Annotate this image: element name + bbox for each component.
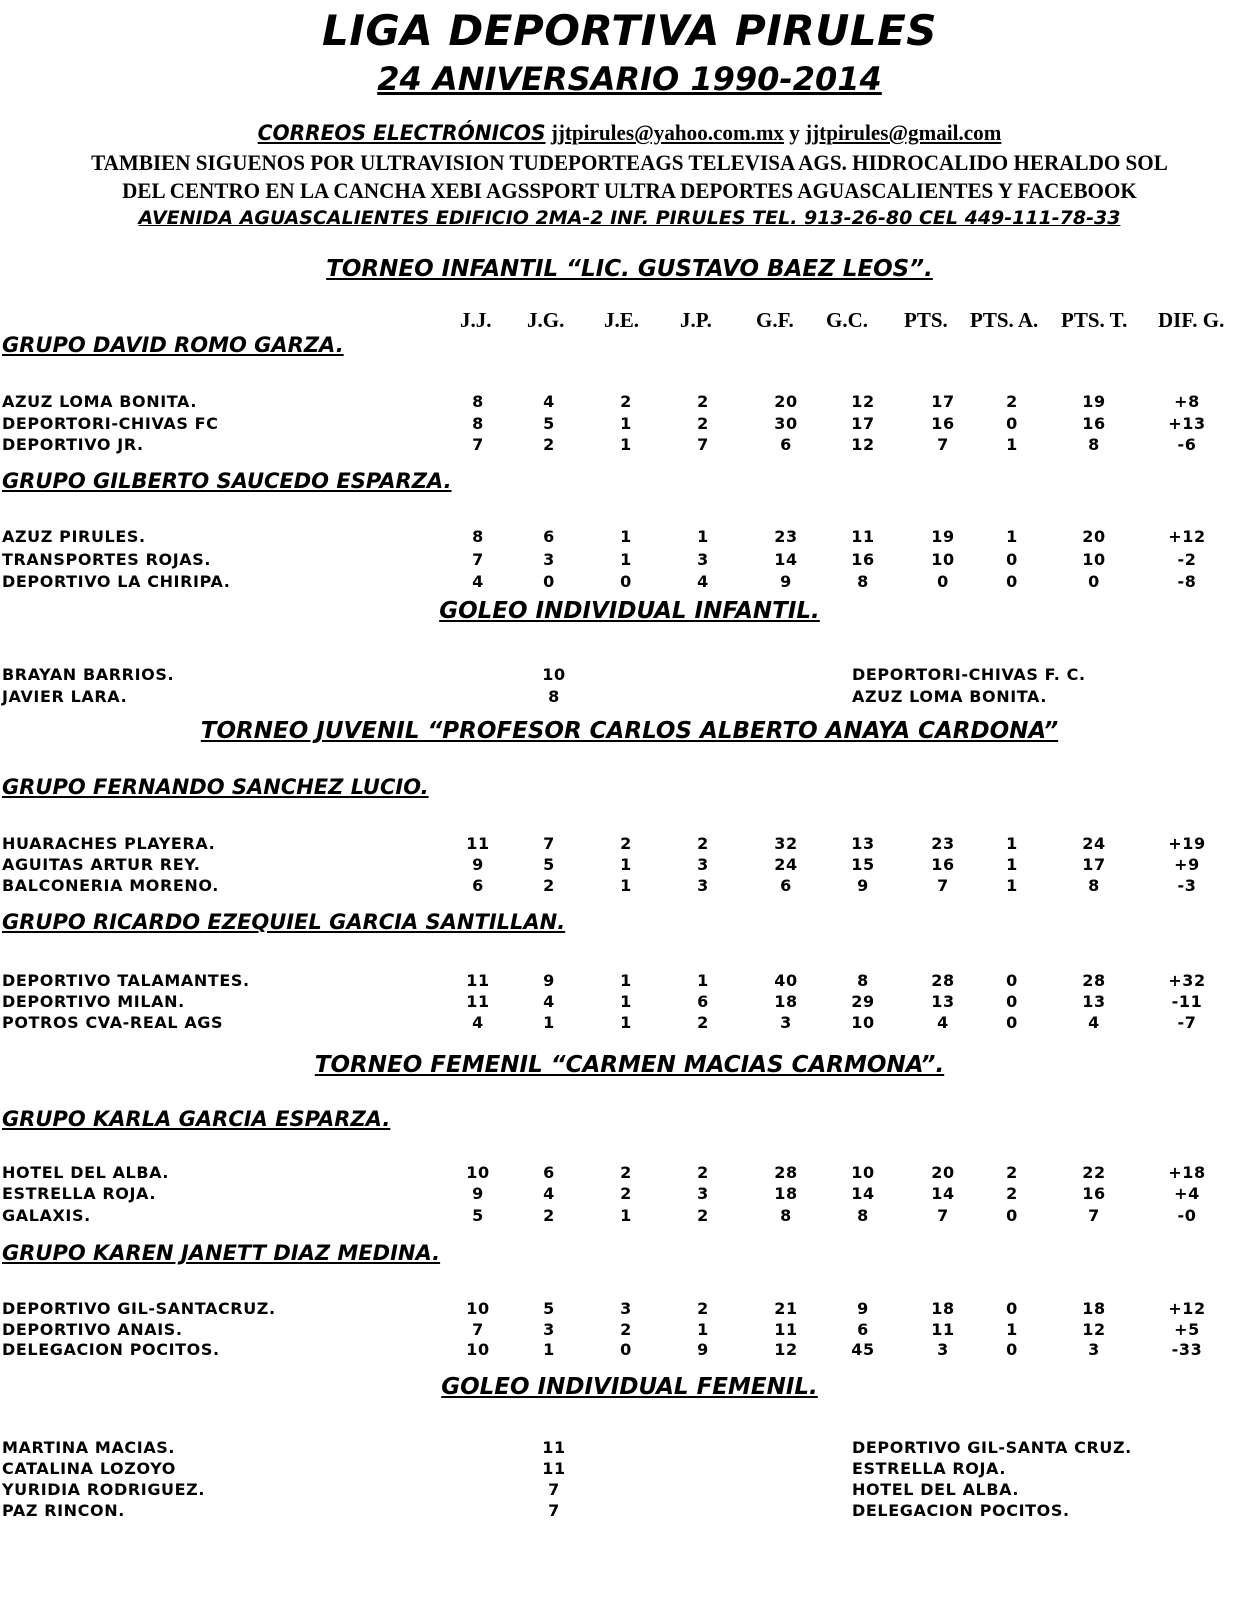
stat-cell: 21 <box>774 1299 798 1318</box>
stat-cell: 24 <box>774 855 798 874</box>
stat-cell: 18 <box>1082 1299 1106 1318</box>
stat-cell: 10 <box>466 1163 490 1182</box>
stat-cell: 2 <box>543 876 555 895</box>
scorer-goals: 8 <box>548 687 560 706</box>
scorer-team: DEPORTIVO GIL-SANTA CRUZ. <box>852 1438 1132 1457</box>
scorer-team: ESTRELLA ROJA. <box>852 1459 1006 1478</box>
stat-cell: 30 <box>774 414 798 433</box>
stat-cell: 9 <box>472 1184 484 1203</box>
stat-cell: +9 <box>1174 855 1200 874</box>
stat-cell: +8 <box>1174 392 1200 411</box>
stat-cell: 17 <box>851 414 875 433</box>
stat-cell: 11 <box>466 971 490 990</box>
media-line-1: TAMBIEN SIGUENOS POR ULTRAVISION TUDEPORTEAGS TELEVISA AGS. HIDROCALIDO HERALDO SOL <box>91 150 1168 175</box>
stat-cell: 2 <box>697 1206 709 1225</box>
stat-cell: 4 <box>697 572 709 591</box>
scorer-team: DEPORTORI-CHIVAS F. C. <box>852 665 1086 684</box>
stat-cell: 16 <box>1082 414 1106 433</box>
group-title: GRUPO FERNANDO SANCHEZ LUCIO. <box>2 775 429 799</box>
col-header-gc: G.C. <box>826 308 868 332</box>
stat-cell: 16 <box>931 855 955 874</box>
stat-cell: 16 <box>1082 1184 1106 1203</box>
scorer-goals: 11 <box>542 1438 566 1457</box>
stat-cell: 2 <box>697 834 709 853</box>
tournament-title-juvenil: TORNEO JUVENIL “PROFESOR CARLOS ALBERTO ANAYA CARDONA” <box>200 718 1059 744</box>
stat-cell: 11 <box>466 834 490 853</box>
stat-cell: +5 <box>1174 1320 1200 1339</box>
stat-cell: 0 <box>620 572 632 591</box>
stat-cell: 1 <box>620 435 632 454</box>
stat-cell: 2 <box>543 1206 555 1225</box>
stat-cell: 3 <box>543 550 555 569</box>
stat-cell: 8 <box>1088 435 1100 454</box>
stat-cell: 14 <box>931 1184 955 1203</box>
group-title: GRUPO KAREN JANETT DIAZ MEDINA. <box>2 1241 441 1265</box>
stat-cell: 1 <box>620 1206 632 1225</box>
stat-cell: 8 <box>472 414 484 433</box>
scorers-title-femenil: GOLEO INDIVIDUAL FEMENIL. <box>441 1374 818 1400</box>
stat-cell: 40 <box>774 971 798 990</box>
scorer-name: BRAYAN BARRIOS. <box>2 665 175 684</box>
team-name: GALAXIS. <box>2 1206 91 1225</box>
stat-cell: 8 <box>472 392 484 411</box>
scorer-team: AZUZ LOMA BONITA. <box>852 687 1048 706</box>
stat-cell: 15 <box>851 855 875 874</box>
stat-cell: 7 <box>543 834 555 853</box>
col-header-jp: J.P. <box>680 308 712 332</box>
stat-cell: 6 <box>543 1163 555 1182</box>
stat-cell: 14 <box>774 550 798 569</box>
team-name: DEPORTIVO GIL-SANTACRUZ. <box>2 1299 276 1318</box>
stat-cell: 4 <box>543 992 555 1011</box>
stat-cell: 8 <box>857 1206 869 1225</box>
stat-cell: 6 <box>780 876 792 895</box>
stat-cell: 7 <box>697 435 709 454</box>
stat-cell: 0 <box>937 572 949 591</box>
scorer-goals: 10 <box>542 665 566 684</box>
col-header-pts-t: PTS. T. <box>1061 308 1128 332</box>
team-name: TRANSPORTES ROJAS. <box>2 550 212 569</box>
stat-cell: 1 <box>620 855 632 874</box>
stat-cell: 18 <box>774 1184 798 1203</box>
stat-cell: 5 <box>543 855 555 874</box>
stat-cell: 1 <box>1006 435 1018 454</box>
stat-cell: 14 <box>851 1184 875 1203</box>
stat-cell: 0 <box>1006 572 1018 591</box>
stat-cell: 13 <box>1082 992 1106 1011</box>
scorer-name: PAZ RINCON. <box>2 1501 125 1520</box>
stat-cell: 3 <box>697 550 709 569</box>
stat-cell: 4 <box>472 572 484 591</box>
stat-cell: 2 <box>697 392 709 411</box>
stat-cell: 2 <box>1006 1184 1018 1203</box>
stat-cell: 8 <box>472 527 484 546</box>
stat-cell: 10 <box>466 1340 490 1359</box>
stat-cell: 0 <box>1006 550 1018 569</box>
stat-cell: -7 <box>1177 1013 1197 1032</box>
stat-cell: 18 <box>774 992 798 1011</box>
stat-cell: 4 <box>472 1013 484 1032</box>
stat-cell: 2 <box>620 392 632 411</box>
scorers-title-infantil: GOLEO INDIVIDUAL INFANTIL. <box>439 598 820 624</box>
stat-cell: 1 <box>620 1013 632 1032</box>
stat-cell: 2 <box>697 1299 709 1318</box>
stat-cell: +4 <box>1174 1184 1200 1203</box>
stat-cell: 1 <box>697 971 709 990</box>
stat-cell: 0 <box>1006 1013 1018 1032</box>
stat-cell: 2 <box>620 1320 632 1339</box>
col-header-dif-g: DIF. G. <box>1158 308 1225 332</box>
stat-cell: 7 <box>1088 1206 1100 1225</box>
stat-cell: 28 <box>774 1163 798 1182</box>
stat-cell: 4 <box>543 392 555 411</box>
stat-cell: 12 <box>774 1340 798 1359</box>
stat-cell: 5 <box>472 1206 484 1225</box>
stat-cell: +13 <box>1168 414 1206 433</box>
stat-cell: 0 <box>1006 971 1018 990</box>
stat-cell: 10 <box>931 550 955 569</box>
stat-cell: 10 <box>851 1013 875 1032</box>
stat-cell: 20 <box>1082 527 1106 546</box>
media-line-2: DEL CENTRO EN LA CANCHA XEBI AGSSPORT ULTRA DEPORTES AGUASCALIENTES Y FACEBOOK <box>122 178 1137 203</box>
stat-cell: 9 <box>857 876 869 895</box>
stat-cell: 28 <box>1082 971 1106 990</box>
stat-cell: 0 <box>1006 1299 1018 1318</box>
scorer-goals: 7 <box>548 1501 560 1520</box>
stat-cell: 4 <box>1088 1013 1100 1032</box>
stat-cell: 2 <box>620 834 632 853</box>
col-header-gf: G.F. <box>756 308 794 332</box>
stat-cell: 13 <box>851 834 875 853</box>
stat-cell: 6 <box>472 876 484 895</box>
stat-cell: 2 <box>697 1163 709 1182</box>
col-header-jg: J.G. <box>527 308 565 332</box>
stat-cell: 3 <box>697 1184 709 1203</box>
stat-cell: 23 <box>931 834 955 853</box>
stat-cell: 4 <box>543 1184 555 1203</box>
page-subtitle <box>0 60 1259 98</box>
stat-cell: 6 <box>697 992 709 1011</box>
team-name: DEPORTIVO ANAIS. <box>2 1320 183 1339</box>
stat-cell: 0 <box>1088 572 1100 591</box>
stat-cell: 6 <box>857 1320 869 1339</box>
team-name: AGUITAS ARTUR REY. <box>2 855 201 874</box>
stat-cell: 2 <box>620 1163 632 1182</box>
stat-cell: 1 <box>697 527 709 546</box>
stat-cell: 3 <box>620 1299 632 1318</box>
tournament-title-femenil: TORNEO FEMENIL “CARMEN MACIAS CARMONA”. <box>314 1052 945 1078</box>
col-header-pts: PTS. <box>904 308 948 332</box>
stat-cell: 2 <box>697 1013 709 1032</box>
stat-cell: 3 <box>697 876 709 895</box>
stat-cell: 2 <box>543 435 555 454</box>
stat-cell: 5 <box>543 1299 555 1318</box>
team-name: BALCONERIA MORENO. <box>2 876 219 895</box>
stat-cell: -6 <box>1177 435 1197 454</box>
tournament-title-infantil: TORNEO INFANTIL “LIC. GUSTAVO BAEZ LEOS”. <box>326 256 933 282</box>
stat-cell: 1 <box>543 1013 555 1032</box>
stat-cell: 0 <box>1006 992 1018 1011</box>
stat-cell: 1 <box>543 1340 555 1359</box>
stat-cell: +18 <box>1168 1163 1206 1182</box>
stat-cell: 19 <box>931 527 955 546</box>
stat-cell: 8 <box>780 1206 792 1225</box>
stat-cell: 1 <box>1006 527 1018 546</box>
stat-cell: 1 <box>1006 876 1018 895</box>
team-name: ESTRELLA ROJA. <box>2 1184 156 1203</box>
scorer-name: MARTINA MACIAS. <box>2 1438 176 1457</box>
stat-cell: 9 <box>697 1340 709 1359</box>
stat-cell: -8 <box>1177 572 1197 591</box>
scorer-name: YURIDIA RODRIGUEZ. <box>2 1480 206 1499</box>
group-title: GRUPO GILBERTO SAUCEDO ESPARZA. <box>2 469 452 493</box>
stat-cell: -0 <box>1177 1206 1197 1225</box>
stat-cell: 8 <box>1088 876 1100 895</box>
stat-cell: 1 <box>620 527 632 546</box>
col-header-pts-a: PTS. A. <box>970 308 1039 332</box>
stat-cell: +32 <box>1168 971 1206 990</box>
stat-cell: 0 <box>1006 1340 1018 1359</box>
email-link-gmail[interactable]: jjtpirules@gmail.com <box>805 120 1002 145</box>
stat-cell: 28 <box>931 971 955 990</box>
scorer-name: CATALINA LOZOYO <box>2 1459 176 1478</box>
stat-cell: 1 <box>620 992 632 1011</box>
group-title: GRUPO RICARDO EZEQUIEL GARCIA SANTILLAN. <box>2 910 566 934</box>
stat-cell: -2 <box>1177 550 1197 569</box>
stat-cell: -3 <box>1177 876 1197 895</box>
email-link-yahoo[interactable]: jjtpirules@yahoo.com.mx <box>550 120 784 145</box>
stat-cell: 12 <box>1082 1320 1106 1339</box>
stat-cell: 0 <box>543 572 555 591</box>
stat-cell: 3 <box>543 1320 555 1339</box>
stat-cell: 3 <box>697 855 709 874</box>
anniversary-text: 24 ANIVERSARIO 1990-2014 <box>377 60 882 98</box>
stat-cell: 10 <box>1082 550 1106 569</box>
page-title: LIGA DEPORTIVA PIRULES <box>321 6 938 55</box>
stat-cell: 10 <box>466 1299 490 1318</box>
stat-cell: 1 <box>1006 834 1018 853</box>
group-title: GRUPO DAVID ROMO GARZA. <box>2 333 344 357</box>
stat-cell: 29 <box>851 992 875 1011</box>
team-name: DEPORTIVO MILAN. <box>2 992 185 1011</box>
stat-cell: 0 <box>1006 414 1018 433</box>
stat-cell: 2 <box>697 414 709 433</box>
stat-cell: 9 <box>857 1299 869 1318</box>
team-name: DEPORTIVO JR. <box>2 435 144 454</box>
address-line: AVENIDA AGUASCALIENTES EDIFICIO 2MA-2 INF. PIRULES TEL. 913-26-80 CEL 449-111-78-33 <box>138 207 1121 229</box>
stat-cell: 2 <box>620 1184 632 1203</box>
team-name: DEPORTIVO LA CHIRIPA. <box>2 572 231 591</box>
team-name: POTROS CVA-REAL AGS <box>2 1013 224 1032</box>
stat-cell: 9 <box>472 855 484 874</box>
stat-cell: +12 <box>1168 527 1206 546</box>
stat-cell: 12 <box>851 435 875 454</box>
stat-cell: -33 <box>1171 1340 1203 1359</box>
team-name: HOTEL DEL ALBA. <box>2 1163 170 1182</box>
stat-cell: 7 <box>937 435 949 454</box>
stat-cell: 0 <box>1006 1206 1018 1225</box>
scorer-team: DELEGACION POCITOS. <box>852 1501 1070 1520</box>
stat-cell: 6 <box>780 435 792 454</box>
stat-cell: 1 <box>620 876 632 895</box>
stat-cell: 5 <box>543 414 555 433</box>
col-header-je: J.E. <box>604 308 640 332</box>
col-header-jj: J.J. <box>460 308 492 332</box>
stat-cell: 17 <box>931 392 955 411</box>
stat-cell: 32 <box>774 834 798 853</box>
stat-cell: 20 <box>774 392 798 411</box>
stat-cell: 8 <box>857 572 869 591</box>
stat-cell: 7 <box>937 876 949 895</box>
stat-cell: 3 <box>937 1340 949 1359</box>
stat-cell: 4 <box>937 1013 949 1032</box>
stat-cell: 12 <box>851 392 875 411</box>
stat-cell: 7 <box>472 550 484 569</box>
stat-cell: 19 <box>1082 392 1106 411</box>
stat-cell: 7 <box>937 1206 949 1225</box>
emails-label: CORREOS ELECTRÓNICOS <box>257 121 546 145</box>
stat-cell: 7 <box>472 1320 484 1339</box>
stat-cell: +19 <box>1168 834 1206 853</box>
stat-cell: 16 <box>931 414 955 433</box>
scorer-goals: 7 <box>548 1480 560 1499</box>
scorer-name: JAVIER LARA. <box>2 687 128 706</box>
scorer-team: HOTEL DEL ALBA. <box>852 1480 1020 1499</box>
stat-cell: 10 <box>851 1163 875 1182</box>
emails-line <box>25 120 1234 146</box>
team-name: AZUZ PIRULES. <box>2 527 146 546</box>
stat-cell: 11 <box>774 1320 798 1339</box>
stat-cell: 18 <box>931 1299 955 1318</box>
stat-cell: 6 <box>543 527 555 546</box>
stat-cell: +12 <box>1168 1299 1206 1318</box>
team-name: DEPORTIVO TALAMANTES. <box>2 971 250 990</box>
stat-cell: 17 <box>1082 855 1106 874</box>
stat-cell: 2 <box>1006 1163 1018 1182</box>
stat-cell: 1 <box>697 1320 709 1339</box>
stat-cell: 9 <box>543 971 555 990</box>
team-name: AZUZ LOMA BONITA. <box>2 392 198 411</box>
stat-cell: 20 <box>931 1163 955 1182</box>
stat-cell: 7 <box>472 435 484 454</box>
team-name: HUARACHES PLAYERA. <box>2 834 216 853</box>
stat-cell: 24 <box>1082 834 1106 853</box>
stat-cell: 9 <box>780 572 792 591</box>
stat-cell: 22 <box>1082 1163 1106 1182</box>
stat-cell: 11 <box>931 1320 955 1339</box>
stat-cell: 3 <box>1088 1340 1100 1359</box>
stat-cell: 8 <box>857 971 869 990</box>
stat-cell: 1 <box>620 550 632 569</box>
stat-cell: 1 <box>620 971 632 990</box>
stat-cell: 0 <box>620 1340 632 1359</box>
stat-cell: -11 <box>1171 992 1203 1011</box>
stat-cell: 11 <box>466 992 490 1011</box>
scorer-goals: 11 <box>542 1459 566 1478</box>
stat-cell: 2 <box>1006 392 1018 411</box>
stat-cell: 1 <box>1006 855 1018 874</box>
group-title: GRUPO KARLA GARCIA ESPARZA. <box>2 1107 391 1131</box>
stat-cell: 13 <box>931 992 955 1011</box>
stat-cell: 11 <box>851 527 875 546</box>
email-joiner: y <box>789 120 800 145</box>
team-name: DELEGACION POCITOS. <box>2 1340 220 1359</box>
stat-cell: 16 <box>851 550 875 569</box>
stat-cell: 1 <box>620 414 632 433</box>
stat-cell: 23 <box>774 527 798 546</box>
stat-cell: 45 <box>851 1340 875 1359</box>
team-name: DEPORTORI-CHIVAS FC <box>2 414 219 433</box>
stat-cell: 3 <box>780 1013 792 1032</box>
stat-cell: 1 <box>1006 1320 1018 1339</box>
